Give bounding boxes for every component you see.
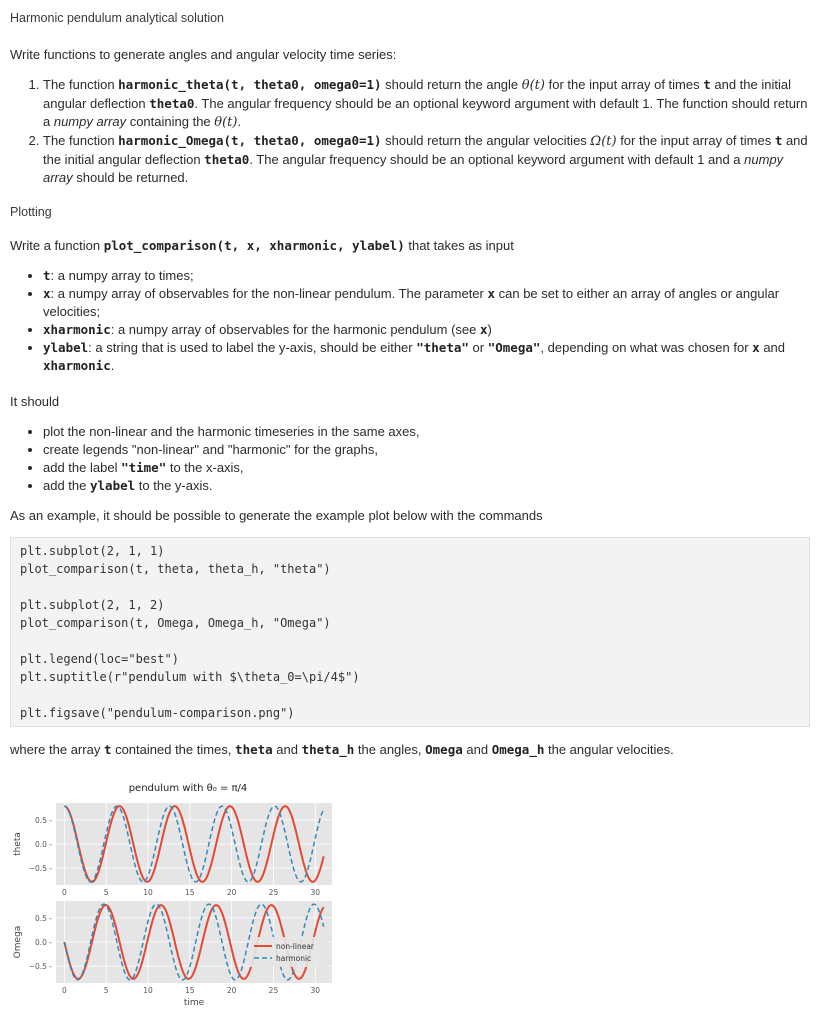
list-item [43, 477, 810, 495]
code-line [20, 686, 800, 704]
x-tick-label: 20 [226, 888, 237, 897]
outro-paragraph [10, 741, 810, 759]
inline-code: plot_comparison(t, x, xharmonic, ylabel) [103, 238, 405, 253]
inline-code: harmonic_Omega(t, theta0, omega0=1) [118, 133, 382, 148]
x-tick-label: 10 [143, 888, 153, 897]
inline-code: t [774, 133, 783, 148]
code-line: plt.subplot(2, 1, 2) [20, 598, 165, 612]
text: The function [43, 77, 119, 92]
x-axis-label: time [183, 998, 205, 1008]
text: to the x-axis, [166, 460, 244, 475]
text: should return the angle [381, 77, 522, 92]
text: to the y-axis. [135, 478, 213, 493]
y-tick-label: 0.5 - [34, 913, 52, 923]
text: for the input array of times [616, 133, 775, 148]
code-line: plt.figsave("pendulum-comparison.png") [20, 706, 295, 720]
text: that takes as input [404, 238, 514, 253]
inline-code: x [479, 322, 488, 337]
text: plot the non-linear and the harmonic timeseries in the same axes, [43, 424, 420, 439]
suptitle: pendulum with θ₀ = π/4 [128, 783, 248, 794]
x-tick-label: 30 [310, 888, 321, 897]
inline-code: x [487, 286, 496, 301]
text: . The angular frequency should be an optional keyword argument with default 1 and a [249, 152, 745, 167]
x-tick-label: 5 [103, 986, 109, 995]
inline-code: theta0 [149, 96, 195, 111]
x-tick-label: 5 [103, 888, 109, 897]
x-tick-label: 25 [268, 888, 279, 897]
figure-svg [0, 775, 340, 1020]
text: ) [487, 322, 492, 337]
plotting-intro [10, 237, 810, 255]
y-tick-label: 0.0 - [34, 938, 52, 947]
text: . [237, 114, 242, 129]
text: Write a function [10, 238, 104, 253]
section-title-harmonic: Harmonic pendulum analytical solution [10, 11, 225, 25]
list-item [43, 267, 810, 285]
text: containing the [126, 114, 215, 129]
x-tick-label: 20 [226, 986, 237, 995]
text: : a string that is used to label the y-axis, should be either [88, 340, 417, 355]
list-item [43, 76, 810, 132]
y-axis-label: theta [13, 832, 23, 856]
emphasis: numpy array [43, 152, 784, 185]
inline-code: "Omega" [487, 340, 541, 355]
text: The function [43, 133, 119, 148]
text: : a numpy array to times; [50, 268, 194, 283]
inline-code: "theta" [416, 340, 469, 355]
inline-code: theta0 [204, 152, 250, 167]
inline-code: ylabel [90, 478, 136, 493]
y-tick-label: −0.5 - [28, 864, 52, 874]
text: should return the angular velocities [381, 133, 591, 148]
y-tick-label: −0.5 - [28, 962, 52, 972]
code-line: plt.legend(loc="best") [20, 652, 179, 666]
inline-code: t [703, 77, 711, 92]
math: θ(t) [521, 78, 545, 93]
y-tick-label: 0.0 - [34, 840, 52, 849]
text: add the [43, 478, 90, 493]
math: θ(t) [214, 115, 238, 130]
legend-label: harmonic [276, 954, 312, 963]
x-tick-label: 30 [310, 986, 321, 995]
inline-code: Omega [425, 742, 463, 757]
y-axis-label: Omega [13, 925, 23, 959]
text: can be set to either an array of angles or angular velocities; [43, 286, 780, 319]
text: contained the times, [111, 742, 236, 757]
x-tick-label: 15 [185, 888, 195, 897]
inline-code: Omega_h [491, 742, 545, 757]
x-tick-label: 0 [61, 986, 67, 995]
text: or [468, 340, 488, 355]
text: and [272, 742, 302, 757]
text: and the initial angular deflection [43, 133, 808, 167]
input-list [10, 267, 810, 375]
code-line: plot_comparison(t, Omega, Omega_h, "Omega") [20, 616, 331, 630]
code-line [20, 578, 800, 596]
inline-code: x [752, 340, 760, 355]
x-tick-label: 10 [143, 986, 153, 995]
inline-code: xharmonic [43, 358, 111, 373]
x-tick-label: 15 [185, 986, 195, 995]
inline-code: t [103, 742, 112, 757]
text: : a numpy array of observables for the harmonic pendulum (see [110, 322, 480, 337]
y-tick-label: 0.5 - [34, 815, 52, 825]
text: and [462, 742, 492, 757]
it-should-text: It should [10, 394, 60, 409]
inline-code: t [43, 268, 51, 283]
text: for the input array of times [544, 77, 704, 92]
intro-paragraph: Write functions to generate angles and angular velocity time series: [10, 47, 397, 62]
text: and [759, 340, 786, 355]
function-list [10, 76, 810, 187]
section-title-plotting: Plotting [10, 205, 52, 219]
inline-code: x [43, 286, 51, 301]
code-line [20, 632, 800, 650]
list-item [43, 321, 810, 339]
list-item [43, 441, 810, 459]
list-item [43, 285, 810, 321]
inline-code: harmonic_theta(t, theta0, omega0=1) [118, 77, 382, 92]
inline-code: xharmonic [43, 322, 111, 337]
math: Ω(t) [590, 134, 617, 149]
legend-label: non-linear [276, 942, 315, 951]
code-line: plot_comparison(t, theta, theta_h, "theta") [20, 562, 331, 576]
text: where the array [10, 742, 104, 757]
text: add the label [43, 460, 122, 475]
text: : a numpy array of observables for the non-linear pendulum. The parameter [50, 286, 488, 301]
requirements-list [10, 423, 810, 495]
x-tick-label: 0 [61, 888, 67, 897]
text: the angles, [354, 742, 426, 757]
list-item [43, 132, 810, 187]
text: . The angular frequency should be an optional keyword argument with default 1. The function should return a [43, 96, 808, 129]
code-cell[interactable] [10, 537, 810, 727]
text: the angular velocities. [544, 742, 674, 757]
pendulum-figure [0, 775, 340, 1020]
inline-code: theta [235, 742, 273, 757]
example-intro: As an example, it should be possible to generate the example plot below with the commands [10, 508, 543, 523]
text: should be returned. [72, 170, 189, 185]
inline-code: "time" [121, 460, 167, 475]
code-line: plt.subplot(2, 1, 1) [20, 544, 165, 558]
inline-code: theta_h [301, 742, 355, 757]
text: and the initial angular deflection [43, 77, 791, 111]
emphasis: numpy array [53, 114, 127, 129]
inline-code: ylabel [43, 340, 89, 355]
text: . [110, 358, 115, 373]
list-item [43, 339, 810, 375]
x-tick-label: 25 [268, 986, 279, 995]
list-item [43, 423, 810, 441]
list-item [43, 459, 810, 477]
notebook-page [10, 0, 810, 759]
text: create legends "non-linear" and "harmonic" for the graphs, [43, 442, 378, 457]
text: , depending on what was chosen for [540, 340, 753, 355]
code-line: plt.suptitle(r"pendulum with $\theta_0=\pi/4$") [20, 670, 360, 684]
